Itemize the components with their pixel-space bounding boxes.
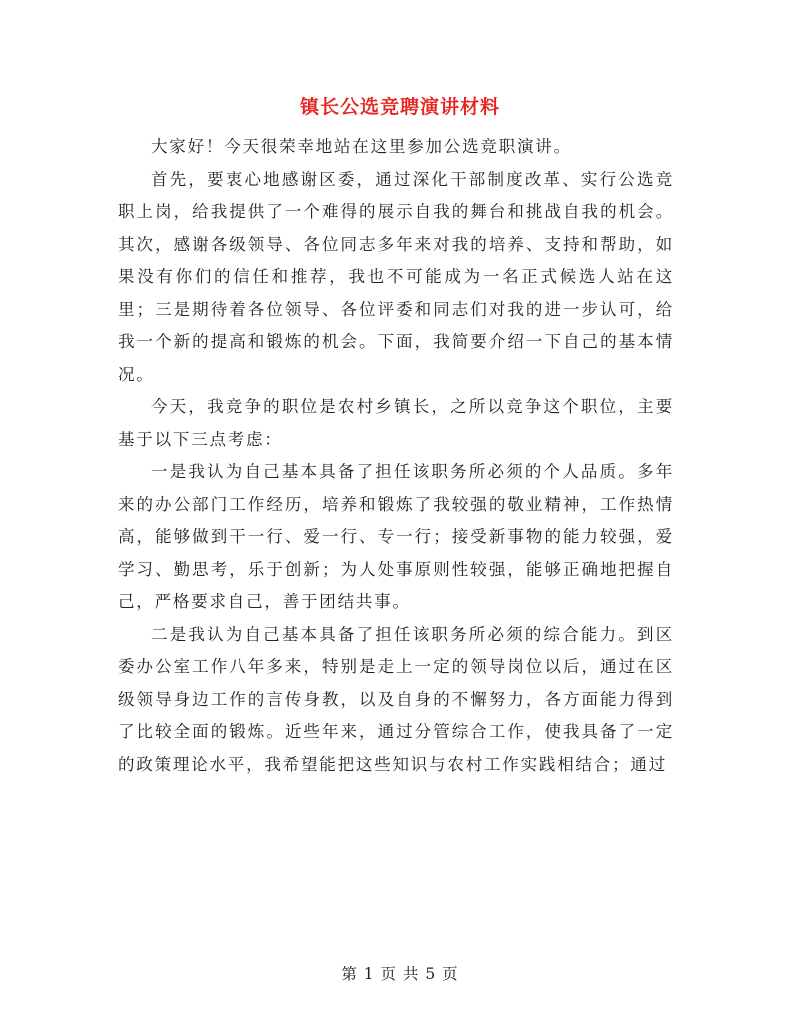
paragraph-thanks: 首先，要衷心地感谢区委，通过深化干部制度改革、实行公选竞职上岗，给我提供了一个难得的展示自我的舞台和挑战自我的机会。其次，感谢各级领导、各位同志多年来对我的培养、支持和帮助，如果没有你们的信任和推荐，我也不可能成为一名正式候选人站在这里；三是期待着各位领导、各位评委和同志们对我的进一步认可，给我一个新的提高和锻炼的机会。下面，我简要介绍一下自己的基本情况。	[118, 169, 674, 384]
document-title: 镇长公选竞聘演讲材料	[299, 96, 500, 118]
document-body	[118, 131, 674, 781]
paragraph-point-two: 二是我认为自己基本具备了担任该职务所必须的综合能力。到区委办公室工作八年多来，特别是走上一定的领导岗位以后，通过在区级领导身边工作的言传身教，以及自身的不懈努力，各方面能力得到了比较全面的锻炼。近些年来，通过分管综合工作，使我具备了一定的政策理论水平，我希望能把这些知识与农村工作实践相结合；通过	[118, 624, 674, 774]
paragraph-position: 今天，我竞争的职位是农村乡镇长，之所以竞争这个职位，主要基于以下三点考虑：	[118, 397, 674, 449]
page-number-footer: 第 1 页 共 5 页	[341, 965, 459, 983]
paragraph-point-one: 一是我认为自己基本具备了担任该职务所必须的个人品质。多年来的办公部门工作经历，培养和锻炼了我较强的敬业精神，工作热情高，能够做到干一行、爱一行、专一行；接受新事物的能力较强，爱学习、勤思考，乐于创新；为人处事原则性较强，能够正确地把握自己，严格要求自己，善于团结共事。	[118, 462, 674, 611]
paragraph-greeting: 大家好！今天很荣幸地站在这里参加公选竞职演讲。	[151, 137, 572, 156]
